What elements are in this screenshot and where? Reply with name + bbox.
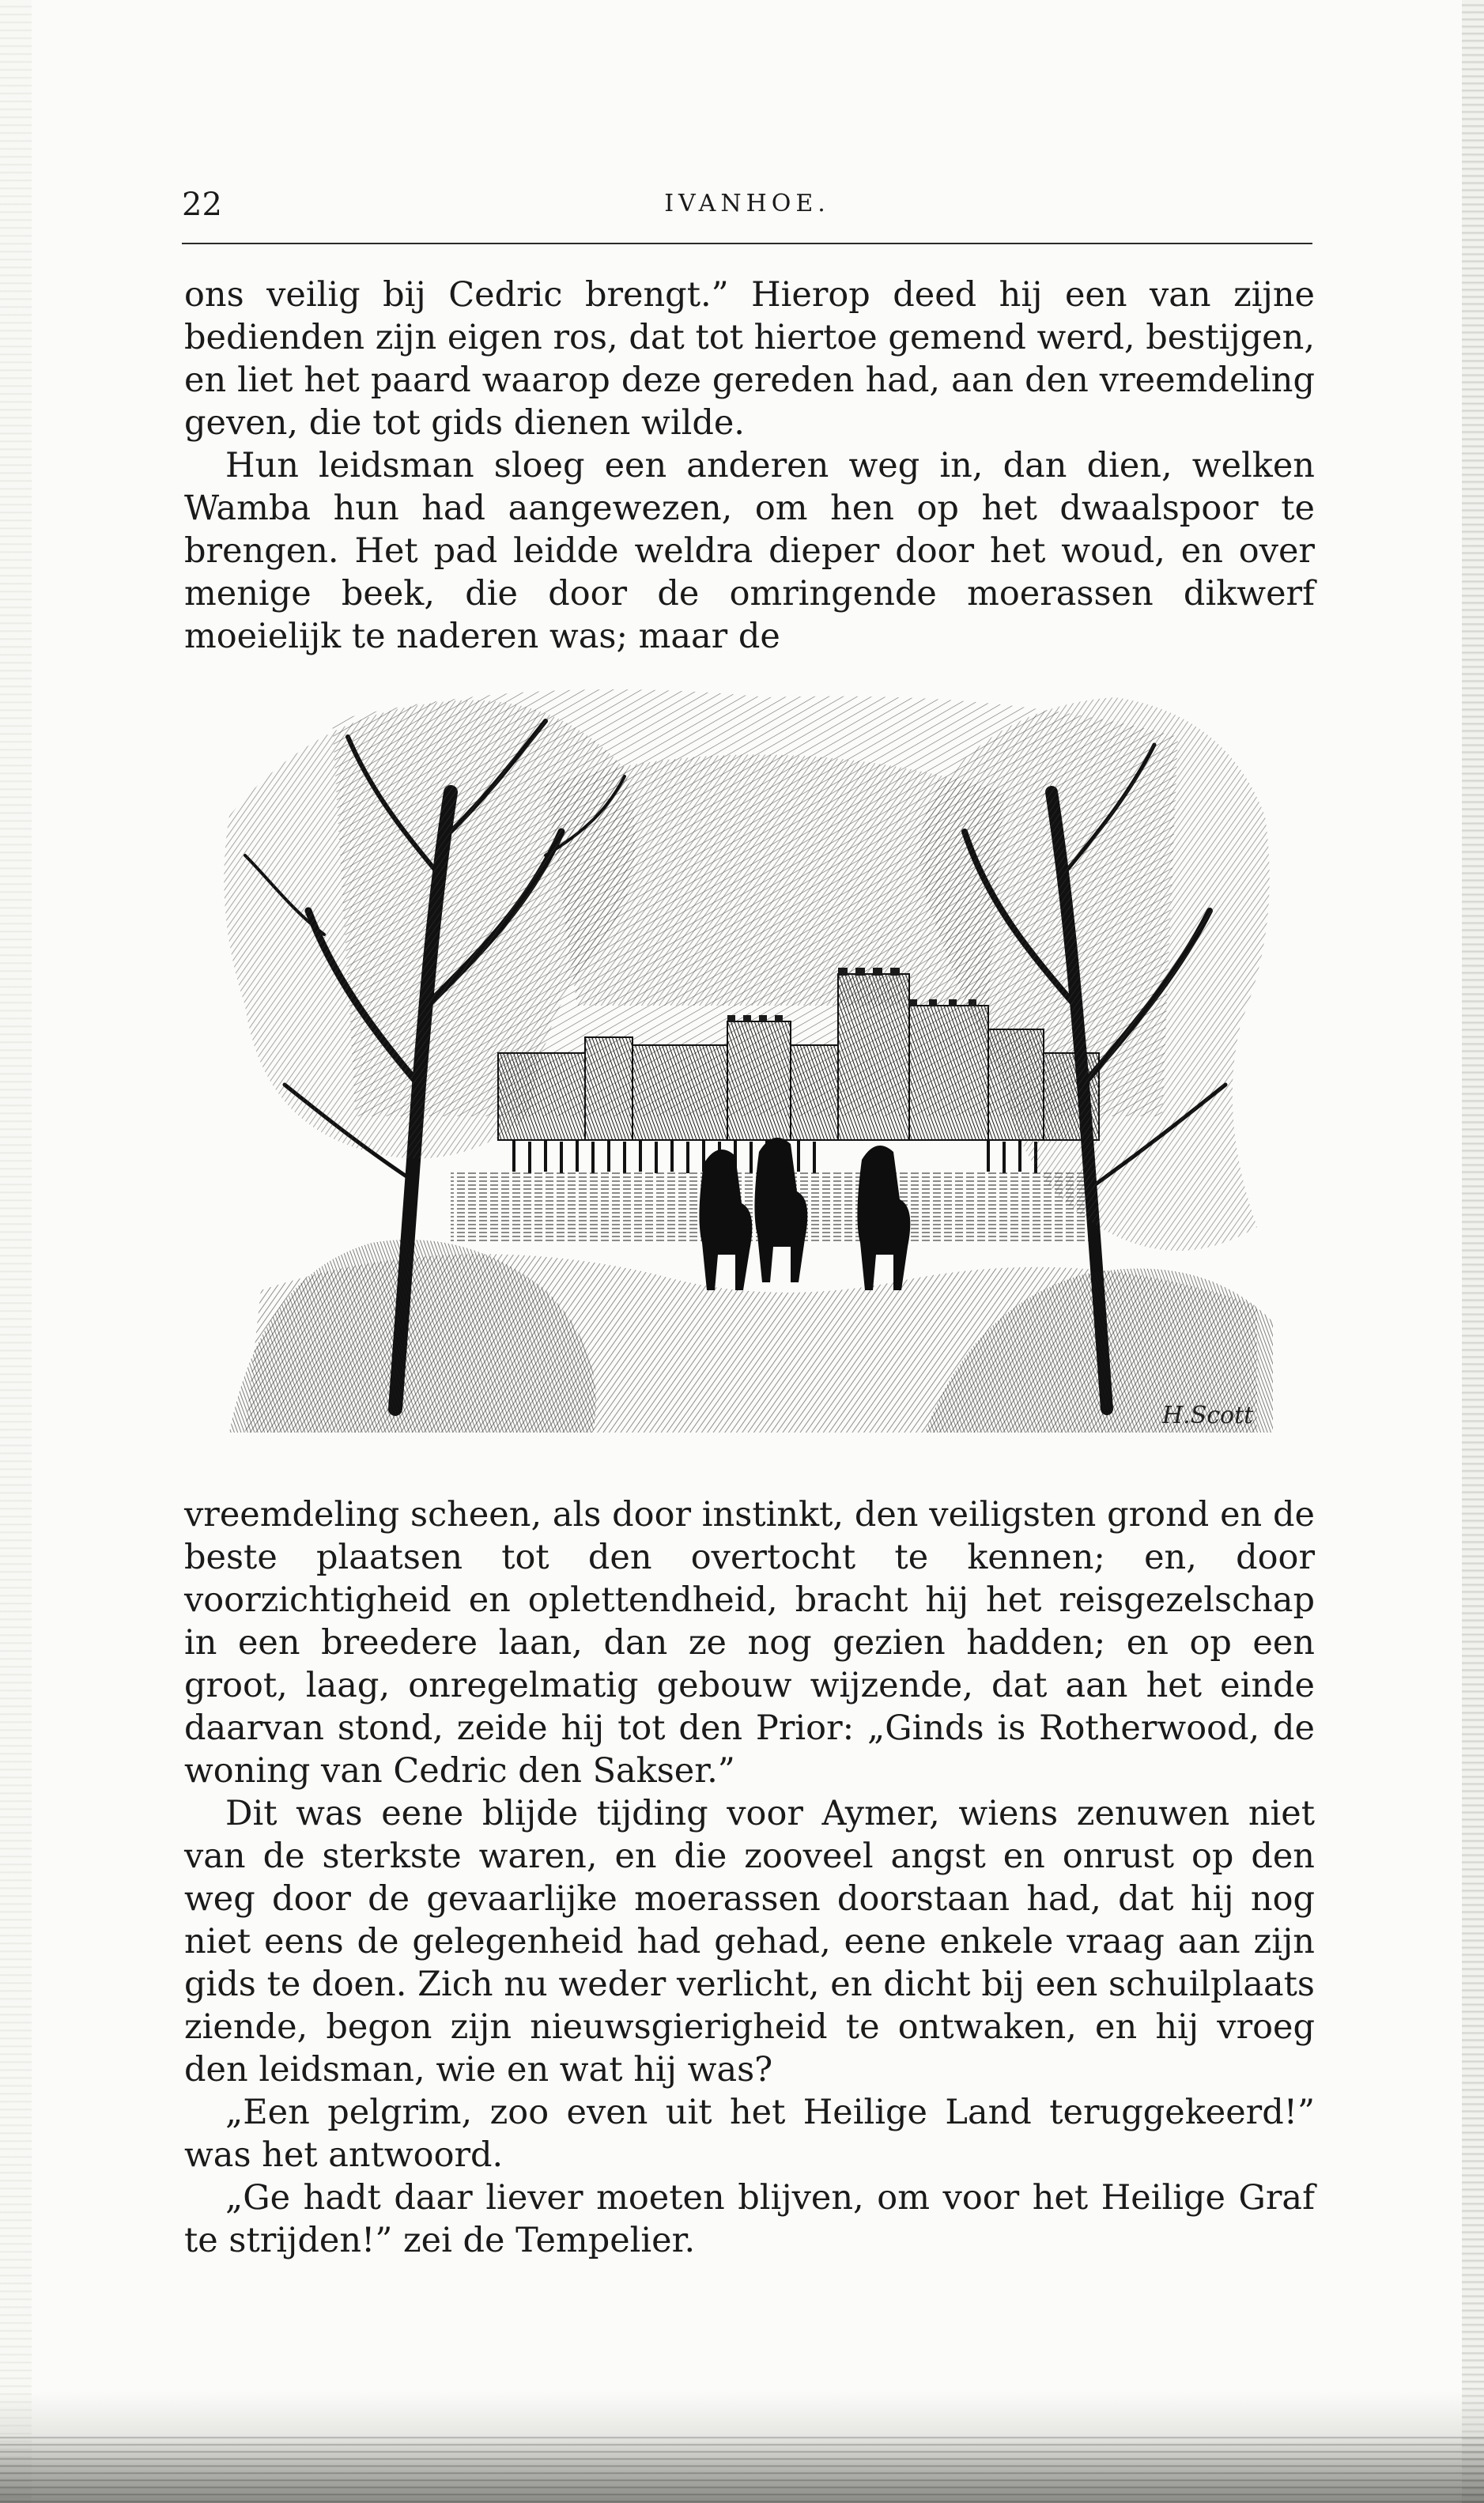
engraver-signature: H.Scott bbox=[1162, 1402, 1254, 1429]
page-header bbox=[182, 187, 1312, 234]
page-number: 22 bbox=[182, 187, 222, 223]
paragraph: „Een pelgrim, zoo even uit het Heilige Land teruggekeerd!” was het antwoord. bbox=[184, 2093, 1315, 2175]
paragraph: Hun leidsman sloeg een anderen weg in, dan dien, welken Wamba hun had aangewezen, om hen op het dwaalspoor te brengen. Het pad leidde weldra dieper door het woud, en over menige beek, die door de omringende moerassen dikwerf moeielijk te naderen was; maar de bbox=[184, 446, 1315, 656]
scan-edge-left bbox=[0, 0, 32, 2503]
scan-edge-right bbox=[1462, 0, 1484, 2503]
riders-group bbox=[699, 1138, 910, 1290]
engraving-illustration bbox=[213, 674, 1289, 1433]
text-block-top bbox=[184, 274, 1315, 658]
castle-landscape-engraving bbox=[213, 674, 1289, 1433]
scan-edge-bottom-lines bbox=[0, 2432, 1484, 2503]
paragraph: Dit was eene blijde tijding voor Aymer, wiens zenuwen niet van de sterkste waren, en die zooveel angst en onrust op den weg door de gevaarlijke moerassen doorstaan had, dat hij nog niet eens de gelegenheid had gehad, eene enkele vraag aan zijn gids te doen. Zich nu weder verlicht, en dicht bij een schuilplaats ziende, begon zijn nieuwsgierigheid te ontwaken, en hij vroeg den leidsman, wie en wat hij was? bbox=[184, 1794, 1315, 2090]
paragraph-continuation: ons veilig bij Cedric brengt.” Hierop deed hij een van zijne bedienden zijn eigen ros, dat tot hiertoe gemend werd, bestijgen, en liet het paard waarop deze gereden had, aan den vreemdeling geven, die tot gids dienen wilde. bbox=[184, 275, 1315, 443]
text-block-bottom bbox=[184, 1493, 1315, 2262]
right-foliage bbox=[919, 697, 1269, 1251]
header-rule bbox=[182, 243, 1312, 244]
paragraph-continuation: vreemdeling scheen, als door instinkt, den veiligsten grond en de beste plaatsen tot den overtocht te kennen; en, door voorzichtigheid en oplettendheid, bracht hij het reisgezelschap in een breedere laan, dan ze nog gezien hadden; en op een groot, laag, onregelmatig gebouw wijzende, dat aan het einde daarvan stond, zeide hij tot den Prior: „Ginds is Rotherwood, de woning van Cedric den Sakser.” bbox=[184, 1495, 1315, 1791]
running-title: IVANHOE. bbox=[664, 190, 830, 217]
paragraph: „Ge hadt daar liever moeten blijven, om voor het Heilige Graf te strijden!” zei de Tempelier. bbox=[184, 2178, 1315, 2260]
